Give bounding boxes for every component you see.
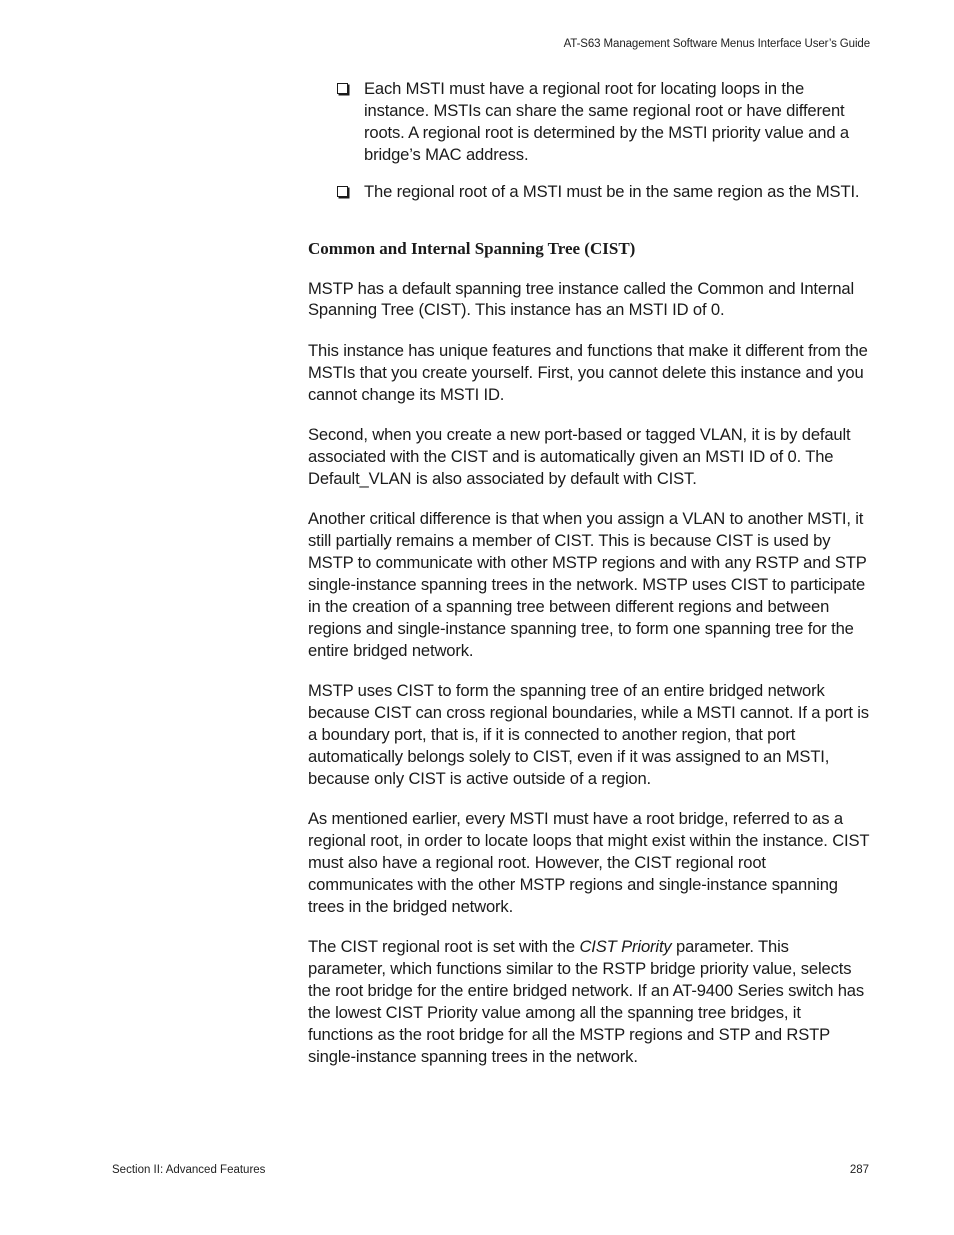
checklist-item	[308, 181, 870, 203]
body-paragraph: Another critical difference is that when you assign a VLAN to another MSTI, it still partially remains a member of CIST. This is because CIST is used by MSTP to communicate with other MSTP regions and with any RSTP and STP single-instance spanning trees in the network. MSTP uses CIST to participate in the creation of a spanning tree between different regions and between regions and single-instance spanning tree, to form one spanning tree for the entire bridged network.	[308, 509, 867, 660]
checklist-item	[308, 78, 870, 166]
body-paragraph: As mentioned earlier, every MSTI must have a root bridge, referred to as a regional root, in order to locate loops that might exist within the instance. CIST must also have a regional root. However, the CIST regional root communicates with the other MSTP regions and single-instance spanning trees in the bridged network.	[308, 809, 870, 916]
checkbox-bullet-icon	[337, 186, 348, 197]
body-paragraph: MSTP has a default spanning tree instance called the Common and Internal Spanning Tree (CIST). This instance has an MSTI ID of 0.	[308, 278, 855, 320]
footer-section-label: Section II: Advanced Features	[112, 1164, 266, 1176]
parameter-name: CIST Priority	[579, 937, 672, 957]
page-body	[308, 78, 870, 1086]
running-header: AT-S63 Management Software Menus Interface User’s Guide	[563, 38, 870, 50]
checklist-item-text: Each MSTI must have a regional root for locating loops in the instance. MSTIs can share the same regional root or have different roots. A regional root is determined by the MSTI priority value and a bridge’s MAC address.	[364, 79, 849, 164]
paragraph-text: The CIST regional root is set with the	[308, 937, 580, 957]
body-paragraph: This instance has unique features and functions that make it different from the MSTIs that you create yourself. First, you cannot delete this instance and you cannot change its MSTI ID.	[308, 340, 868, 404]
body-paragraph: MSTP uses CIST to form the spanning tree of an entire bridged network because CIST can cross regional boundaries, while a MSTI cannot. If a port is a boundary port, that is, if it is connected to another region, that port automatically belongs solely to CIST, even if it was assigned to an MSTI, because only CIST is active outside of a region.	[308, 681, 869, 788]
checklist	[308, 78, 870, 203]
paragraph-text: parameter. This parameter, which functions similar to the RSTP bridge priority value, selects the root bridge for the entire bridged network. If an AT-9400 Series switch has the lowest CIST Priority value among all the spanning tree bridges, it functions as the root bridge for all the MSTP regions and STP and RSTP single-instance spanning trees in the network.	[308, 937, 865, 1066]
checkbox-bullet-icon	[337, 83, 348, 94]
body-paragraph-cist-priority	[308, 936, 870, 1067]
page-number: 287	[849, 1164, 869, 1176]
checklist-item-text: The regional root of a MSTI must be in the same region as the MSTI.	[364, 181, 860, 201]
section-heading: Common and Internal Spanning Tree (CIST)	[308, 238, 636, 258]
body-paragraph: Second, when you create a new port-based or tagged VLAN, it is by default associated with the CIST and is automatically given an MSTI ID of 0. The Default_VLAN is also associated by default with CIST.	[308, 425, 851, 488]
